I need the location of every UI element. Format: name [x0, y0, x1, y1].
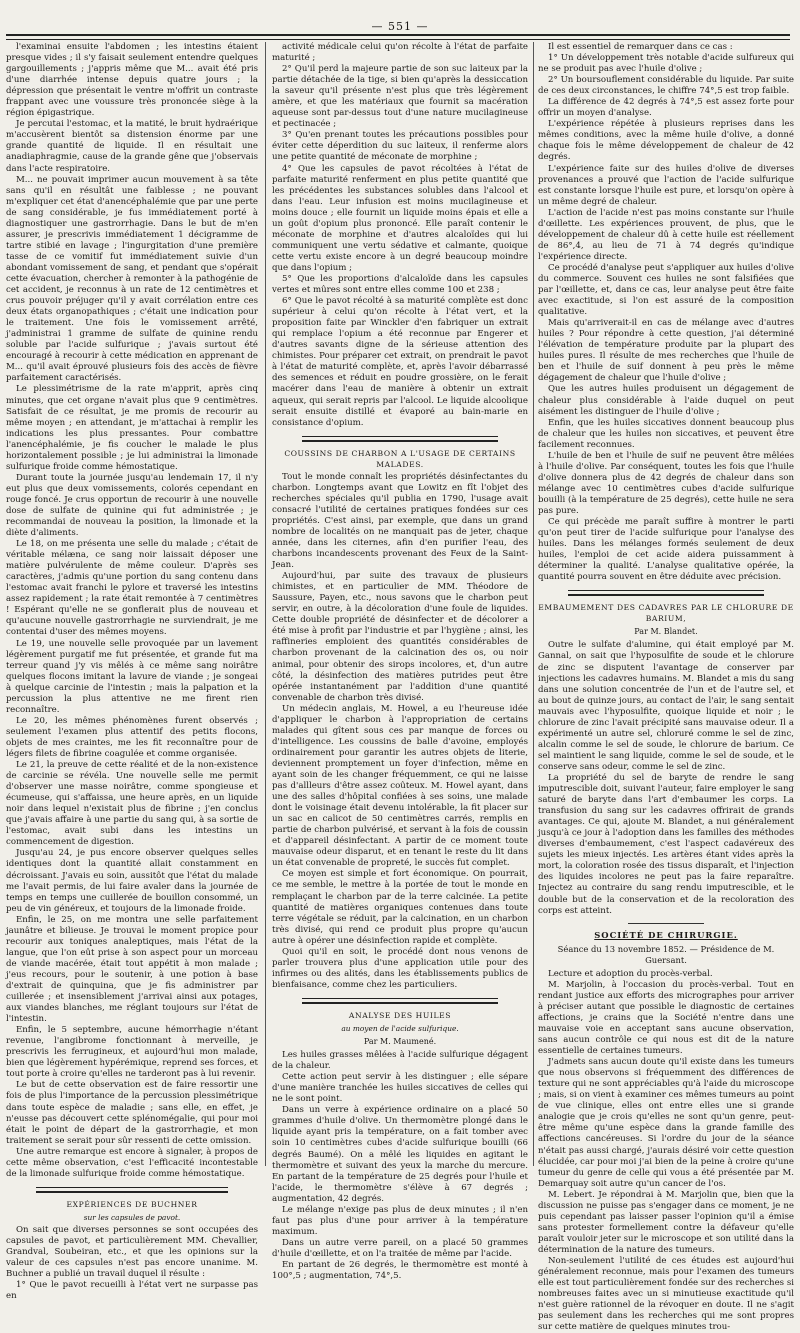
- paragraph: L'action de l'acide n'est pas moins constante sur l'huile d'œillette. Les expériences prouvent, de plus, que le développement de chaleur dû à cette huile est réellement de 86°,4, au lieu de 71 à 74 degrés qu'indique l'expérience directe.: [538, 207, 794, 262]
- column-left: [6, 42, 258, 1302]
- paragraph: Le 20, les mêmes phénomènes furent observés ; seulement l'examen plus attentif des petits flocons, objets de mes craintes, me les fit reconnaître pour de légers filets de fibrine coagulée et comme organisée.: [6, 715, 258, 759]
- society-title: SOCIÉTÉ DE CHIRURGIE.: [594, 929, 738, 940]
- paragraph: Les huiles grasses mêlées à l'acide sulfurique dégagent de la chaleur.: [272, 1050, 528, 1072]
- paragraph: l'examinai ensuite l'abdomen ; les intestins étaient presque vides ; il s'y faisait seulement entendre quelques gargouillements ; j'appris même que M... avait été pris d'une diarrhée intense depuis quatre jours ; la dépression que présentait le ventre m'offrit un contraste frappant avec une voussure très prononcée siège à la région épigastrique.: [6, 42, 258, 119]
- article-title-coussins: COUSSINS DE CHARBON A L'USAGE DE CERTAINS MALADES.: [284, 448, 516, 469]
- paragraph: Durant toute la journée jusqu'au lendemain 17, il n'y eut plus que deux vomissements, colorés cependant en rouge foncé. Je crus opportun de recourir à une nouvelle dose de sulfate de quinine qui fut administrée ; je recommandai de nouveau la position, la limonade et la diète d'aliments.: [6, 472, 258, 539]
- paragraph: L'expérience répétée à plusieurs reprises dans les mêmes conditions, avec la même huile d'olive, a donné chaque fois le même développement de chaleur de 42 degrés.: [538, 119, 794, 163]
- paragraph: Il est essentiel de remarquer dans ce cas :: [548, 42, 733, 52]
- paragraph: 4° Que les capsules de pavot récoltées à l'état de parfaite maturité renferment en plus petite quantité que les précédentes les substances solubles dans l'alcool et dans l'eau. Leur infusion est moins mucilagineuse et moins douce ; elle fournit un liquide moins épais et elle a un goût d'opium plus prononcé. Elle paraît contenir le méconate de morphine et d'autres alcaloïdes qui lui communiquent une vertu sédative et calmante, quoique cette vertu existe encore à un degré beaucoup moindre que dans l'opium ;: [272, 163, 528, 273]
- paragraph: M. Marjolin, à l'occasion du procès-verbal. Tout en rendant justice aux efforts des micrographes pour arriver à préciser autant que possible le diagnostic de certaines affections, je crains que la Société n'entre dans une mauvaise voie en acceptant sans aucune observation, sans aucun contrôle ce qui nous est dit de la nature essentielle de certaines tumeurs.: [538, 979, 794, 1057]
- paragraph: Le but de cette observation est de faire ressortir une fois de plus l'importance de la percussion plessimétrique dans toute espèce de maladie ; sans elle, en effet, je n'eusse pas découvert cette splénomégalie, qui pour moi était le point de départ de la gastrorrhagie, et mon traitement se serait pour sûr ressenti de cette omission.: [6, 1080, 258, 1146]
- paragraph: L'huile de ben et l'huile de suif ne peuvent être mêlées à l'huile d'olive. Par conséquent, toutes les fois que l'huile d'olive donnera plus de 42 degrés de chaleur dans son mélange avec 10 centimètres cubes d'acide sulfurique bouilli (à la température de 25 degrés), cette huile ne sera pas pure.: [538, 450, 794, 516]
- paragraph: Outre le sulfate d'alumine, qui était employé par M. Gannal, on sait que l'hyposulfite de soude et le chlorure de zinc se disputent l'avantage de conserver par injections les cadavres humains. M. Blandet a mis du sang dans une solution concentrée de l'un et de l'autre sel, et au bout de quinze jours, au contact de l'air, le sang sentait mauvais avec l'hyposulfite, quoique liquide et noir ; le chlorure de zinc l'avait précipité sans mauvaise odeur. Il a expérimenté un autre sel, chloruré comme le sel de zinc, alcalin comme le sel de soude, le chlorure de barium. Ce sel maintient le sang liquide, comme le sel de soude, et le conserve sans odeur, comme le sel de zinc.: [538, 640, 794, 772]
- paragraph: Je percutai l'estomac, et la matité, le bruit hydraérique m'accusèrent bientôt sa distension énorme par une grande quantité de liquide. Il en résultait une anadiaphragmie, cause de la grande gêne que j'observais dans l'acte respiratoire.: [6, 119, 258, 174]
- article-author-huiles: Par M. Maumené.: [363, 1037, 437, 1047]
- paragraph: Ce moyen est simple et fort économique. On pourrait, ce me semble, le mettre à la portée de tout le monde en remplaçant le charbon par de la terre calcinée. La petite quantité de matières organiques contenues dans toute terre végétale se réduit, par la calcination, en un charbon très divisé, qui rend ce produit plus propre qu'aucun autre à opérer une désinfection rapide et complète.: [272, 869, 528, 946]
- paragraph: M. Lebert. Je répondrai à M. Marjolin que, bien que la discussion ne puisse pas s'engager dans ce moment, je ne puis cependant pas laisser passer l'opinion qu'il a émise sans protester formellement contre la défaveur qu'elle paraît vouloir jeter sur le microscope et son utilité dans la détermination de la nature des tumeurs.: [538, 1189, 794, 1255]
- paragraph: Enfin, le 25, on me montra une selle parfaitement jaunâtre et bilieuse. Je trouvai le moment propice pour recourir aux toniques analeptiques, mais l'état de la langue, que l'on eût prise à son aspect pour un morceau de viande macérée, était tout appétit à mon malade ; j'eus recours, pour le soutenir, à une potion à base d'extrait de quinquina, que je fis administrer par cuillerée ; et insensiblement j'arrivai ainsi aux potages, aux viandes blanches, me réglant toujours sur l'état de l'intestin.: [6, 914, 258, 1025]
- session-line: Séance du 13 novembre 1852. — Présidence de M. Guersant.: [557, 943, 775, 965]
- article-title-embaumement: EMBAUMEMENT DES CADAVRES PAR LE CHLORURE DE BARIUM,: [538, 603, 794, 624]
- paragraph: M... ne pouvait imprimer aucun mouvement à sa tête sans qu'il en résultât une faiblesse ; ne pouvant m'expliquer cet état d'anencéphalémie que par une perte de sang considérable, je fus immédiatement porté à diagnostiquer une gastrorrhagie. Dans le but de m'en assurer, je prescrivis immédiatement 1 décigramme de tartre stibié en lavage ; l'ingurgitation d'une première tasse de ce vomitif fut immédiatement suivie d'un abondant vomissement de sang, et pendant que s'opérait cette évacuation, chercher à remonter à la pathogénie de cet accident, je reconnus à un rate de 12 centimètres et crus pouvoir préjuger qu'il y avait corrélation entre ces deux états organopathiques ; c'était une indication pour le traitement. Une fois le vomissement arrêté, j'administrai 1 gramme de sulfate de quinine rendu soluble par l'acide sulfurique ; j'avais surtout été encouragé à recourir à cette médication en apprenant de M... qu'il avait éprouvé plusieurs fois des accès de fièvre parfaitement caractérisés.: [6, 174, 258, 384]
- paragraph: J'admets sans aucun doute qu'il existe dans les tumeurs que nous observons si fréquemment des différences de texture qui ne sont appréciables qu'à l'aide du microscope ; mais, si on vient à examiner ces mêmes tumeurs au point de vue clinique, elles ont entre elles une si grande analogie que je crois qu'elles ne sont qu'un genre, peut-être même qu'une espèce dans la grande famille des affections cancéreuses. Si l'ordre du jour de la séance n'était pas aussi chargé, j'aurais désiré voir cette question élucidée, car pour moi j'ai bien de la peine à croire qu'une tumeur du genre de celle qui vous a été présentée par M. Demarquay soit autre qu'un cancer de l'os.: [538, 1057, 794, 1189]
- paragraph: Enfin, que les huiles siccatives donnent beaucoup plus de chaleur que les huiles non siccatives, et peuvent être facilement reconnues.: [538, 417, 794, 450]
- paragraph: Jusqu'au 24, je pus encore observer quelques selles identiques dont la quantité allait constamment en décroissant. J'avais eu soin, aussitôt que l'état du malade me l'avait permis, de lui faire avaler dans la journée de temps en temps une cuillerée de bouillon consommé, un peu de vin généreux, et toujours de la limonade froide.: [6, 848, 258, 914]
- article-author-embaumement: Par M. Blandet.: [634, 627, 698, 637]
- paragraph: La différence de 42 degrés à 74°,5 est assez forte pour offrir un moyen d'analyse.: [538, 97, 794, 119]
- paragraph: Le mélange n'exige pas plus de deux minutes ; il n'en faut pas plus d'une pour arriver à la température maximum.: [272, 1204, 528, 1237]
- paragraph: Le plessimétrisme de la rate m'apprit, après cinq minutes, que cet organe n'avait plus que 9 centimètres. Satisfait de ce résultat, je me promis de recourir au même moyen ; en attendant, je m'attachai à remplir les indications les plus pressantes. Pour combattre l'anencéphalémie, je fis coucher le malade le plus horizontalement possible ; je lui administrai la limonade sulfurique froide comme hémostatique.: [6, 384, 258, 472]
- paragraph: 5° Que les proportions d'alcaloïde dans les capsules vertes et mûres sont entre elles comme 100 et 238 ;: [272, 273, 528, 296]
- section-rule: [568, 590, 764, 596]
- paragraph: Mais qu'arriverait-il en cas de mélange avec d'autres huiles ? Pour répondre à cette question, j'ai déterminé l'élévation de température produite par la plupart des huiles pures. Il résulte de mes recherches que l'huile de ben et l'huile de suif donnent à peu près le même dégagement de chaleur que l'huile d'olive ;: [538, 318, 794, 384]
- paragraph: L'expérience faite sur des huiles d'olive de diverses provenances a prouvé que l'action de l'acide sulfurique est constante lorsque l'huile est pure, et lorsqu'on opère à un même degré de chaleur.: [538, 163, 794, 207]
- section-rule: [302, 436, 498, 442]
- paragraph: 1° Un développement très notable d'acide sulfureux qui ne se produit pas avec l'huile d'olive ;: [538, 53, 794, 75]
- paragraph: Le 19, une nouvelle selle provoquée par un lavement légèrement purgatif me fut présentée, et grande fut ma terreur quand j'y vis mêlés à ce même sang noirâtre quelques flocons imitant la lavure de viande ; je songeai à quelque carcinie de l'intestin ; mais la palpation et la percussion la plus attentive ne me firent rien reconnaître.: [6, 638, 258, 715]
- paragraph: Un médecin anglais, M. Howel, a eu l'heureuse idée d'appliquer le charbon à l'appropriation de certains malades qui gîtent sous ces par manque de forces ou d'intelligence. Les coussins de balle d'avoine, employés ordinairement pour garantir les autres objets de literie, deviennent promptement un foyer d'infection, même en ayant soin de les changer fréquemment, ce qui ne laisse pas d'allleurs d'être assez coûteux. M. Howel ayant, dans une des salles d'hôpital confiées à ses soins, une malade dont le voisinage était devenu intolérable, la fit placer sur un sac en calicot de 50 centimètres carrés, remplis en partie de charbon pulvérisé, et servant à la fois de coussin et d'appareil désinfectant. A partir de ce moment toute mauvaise odeur disparut, et en tenant le reste du lit dans un état convenable de propreté, le succès fut complet.: [272, 703, 528, 869]
- paragraph: Tout le monde connaît les propriétés désinfectantes du charbon. Longtemps avant que Lowitz en fît l'objet des recherches spéciales qu'il publia en 1790, l'usage avait consacré l'utilité de certaines pratiques fondées sur ces propriétés. C'est ainsi, par exemple, que dans un grand nombre de localités on ne manquait pas de jeter, chaque année, dans les citernes, afin d'en purifier l'eau, des charbons incandescents provenant des Feux de la Saint-Jean.: [272, 471, 528, 571]
- section-rule: [302, 998, 498, 1004]
- paragraph: 1° Que le pavot recueilli à l'état vert ne surpasse pas en: [6, 1280, 258, 1302]
- paragraph: Enfin, le 5 septembre, aucune hémorrhagie n'étant revenue, l'angibrome fonctionnant à merveille, je prescrivis les ferrugineux, et aujourd'hui mon malade, bien que légèrement hypérémique, reprend ses forces, et tout porte à croire qu'elles ne tarderont pas à lui revenir.: [6, 1025, 258, 1080]
- paragraph: 2° Un boursouflement considérable du liquide. Par suite de ces deux circonstances, le chiffre 74°,5 est trop faible.: [538, 75, 794, 97]
- article-subtitle-huiles: au moyen de l'acide sulfurique.: [341, 1023, 459, 1033]
- paragraph: Ce qui précède me paraît suffire à montrer le parti qu'on peut tirer de l'acide sulfurique pour l'analyse des huiles. Dans les mélanges formés seulement de deux huiles, l'emploi de cet acide aidera puissamment à déterminer la qualité. L'analyse qualitative opérée, la quantité pourra souvent en être déduite avec précision.: [538, 517, 794, 583]
- paragraph: Cette action peut servir à les distinguer ; elle sépare d'une manière tranchée les huiles siccatives de celles qui ne le sont point.: [272, 1072, 528, 1105]
- column-divider: [265, 42, 266, 1166]
- paragraph: Ce procédé d'analyse peut s'appliquer aux huiles d'olive du commerce. Souvent ces huiles ne sont falsifiées que par l'œillette, et, dans ce cas, leur analyse peut être faite avec exactitude, si l'on est assuré de la composition qualitative.: [538, 262, 794, 318]
- article-title-buchner: EXPÉRIENCES DE BUCHNER: [66, 1199, 198, 1209]
- paragraph: Le 18, on me présenta une selle du malade ; c'était de véritable mélæna, ce sang noir laissait déposer une matière pulvérulente de même couleur. D'après ses caractères, j'admis qu'une portion du sang contenu dans l'estomac avait franchi le pylore et traversé les intestins assez rapidement ; la rate était remontée à 7 centimètres ! Espérant qu'elle ne se gonflerait plus de nouveau et qu'aucune nouvelle gastrorrhagie ne surviendrait, je me contentai d'user des mêmes moyens.: [6, 539, 258, 638]
- paragraph: 2° Qu'il perd la majeure partie de son suc laiteux par la partie détachée de la tige, si bien qu'après la dessiccation la saveur qu'il présente n'est plus que très légèrement amère, et que les matériaux que fournit sa macération aqueuse sont par-dessus tout d'une nature mucilagineuse et pectinacée ;: [272, 64, 528, 130]
- paragraph: Le 21, la preuve de cette réalité et de la non-existence de carcinie se révéla. Une nouvelle selle me permit d'observer une masse noirâtre, comme spongieuse et écumeuse, qui s'affaissa, une heure après, en un liquide noir dans lequel n'existait plus de fibrine ; j'en conclus que j'avais affaire à une partie du sang qui, à sa sortie de l'estomac, avait subi dans les intestins un commencement de digestion.: [6, 760, 258, 848]
- paragraph: activité médicale celui qu'on récolte à l'état de parfaite maturité ;: [272, 42, 528, 64]
- page-number: — 551 —: [371, 20, 429, 33]
- column-right: [538, 42, 794, 1333]
- section-rule: [628, 923, 704, 924]
- paragraph: En partant de 26 degrés, le thermomètre est monté à 100°,5 ; augmentation, 74°,5.: [272, 1259, 528, 1282]
- column-divider: [533, 42, 534, 1166]
- paragraph: Une autre remarque est encore à signaler, à propos de cette même observation, c'est l'efficacité incontestable de la limonade sulfurique froide comme hémostatique.: [6, 1146, 258, 1179]
- column-middle: [272, 42, 528, 1282]
- section-rule: [36, 1187, 228, 1193]
- paragraph: La propriété du sel de baryte de rendre le sang imputrescible doit, suivant l'auteur, faire employer le sang saturé de baryte dans l'art d'embaumer les corps. La transfusion du sang sur les cadavres offrirait de grands avantages. Ce qui, ajoute M. Blandet, a nui généralement jusqu'à ce jour à l'adoption dans les familles des méthodes diverses d'embaumement, c'est l'aspect cadavéreux des sujets les mieux injectés. Les artères étant vides après la mort, la coloration rosée des tissus disparaît, et l'injection des liquides incolores ne peut pas la faire reparaître. Injectez au contraire du sang rendu imputrescible, et le double but de la conservation et de la recoloration des corps est atteint.: [538, 773, 794, 916]
- article-title-huiles: ANALYSE DES HUILES: [348, 1010, 452, 1020]
- paragraph: 6° Que le pavot récolté à sa maturité complète est donc supérieur à celui qu'on récolte à l'état vert, et la proposition faite par Winckler d'en fabriquer un extrait qui remplace l'opium a été reconnue par Engerer et d'autres savants digne de la sérieuse attention des chimistes. Pour préparer cet extrait, on prendrait le pavot à l'état de maturité complète, et, après l'avoir débarrassé des semences et réduit en poudre grossière, on le ferait macérer dans l'eau de manière à obtenir un extrait aqueux, qui serait repris par l'alcool. Le liquide alcoolique serait ensuite distillé et évaporé au bain-marie en consistance d'opium.: [272, 296, 528, 428]
- paragraph: Dans un autre verre pareil, on a placé 50 grammes d'huile d'œillette, et on l'a traitée de même par l'acide.: [272, 1237, 528, 1259]
- paragraph: Lecture et adoption du procès-verbal.: [548, 968, 713, 979]
- article-subtitle-buchner: sur les capsules de pavot.: [83, 1212, 181, 1222]
- header-rule: [6, 34, 790, 40]
- paragraph: Non-seulement l'utilité de ces études est aujourd'hui généralement reconnue, mais pour l'examen des tumeurs elle est tout particulièrement fondée sur des recherches si nombreuses faites avec un si minutieuse exactitude qu'il n'est guère rationnel de la révoquer en doute. Il ne s'agit pas seulement dans les recherches qui me sont propres sur cette matière de quelques minutes trou-: [538, 1255, 794, 1333]
- paragraph: Aujourd'hui, par suite des travaux de plusieurs chimistes, et en particulier de MM. Théodore de Saussure, Payen, etc., nous savons que le charbon peut servir, en outre, à la décoloration d'une foule de liquides. Cette double propriété de désinfecter et de décolorer a été mise à profit par l'industrie et par l'hygiène ; ainsi, les raffineries emploient des quantités considérables de charbon provenant de la calcination des os, ou noir animal, pour obtenir des sirops incolores, et, d'un autre côté, la désinfection des matières putrides peut être opérée instantanément par l'addition d'une quantité convenable de charbon très divisé.: [272, 571, 528, 703]
- paragraph: 3° Qu'en prenant toutes les précautions possibles pour éviter cette déperdition du suc laiteux, il renferme alors une petite quantité de méconate de morphine ;: [272, 130, 528, 163]
- paragraph: On sait que diverses personnes se sont occupées des capsules de pavot, et particulièrement MM. Chevallier, Grandval, Soubeiran, etc., et que les opinions sur la valeur de ces capsules n'est pas encore unanime. M. Buchner a publié un travail duquel il résulte :: [6, 1224, 258, 1280]
- paragraph: Dans un verre à expérience ordinaire on a placé 50 grammes d'huile d'olive. Un thermomètre plongé dans le liquide ayant pris la température, on a fait tomber avec soin 10 centimètres cubes d'acide sulfurique bouilli (66 degrés Baumé). On a mêlé les liquides en agitant le thermomètre et suivant des yeux la marche du mercure. En partant de la température de 25 degrés pour l'huile et l'acide, le thermomètre s'élève à 67 degrés ; augmentation, 42 degrés.: [272, 1105, 528, 1204]
- paragraph: Que les autres huiles produisent un dégagement de chaleur plus considérable à l'aide duquel on peut aisément les distinguer de l'huile d'olive ;: [538, 384, 794, 417]
- paragraph: Quoi qu'il en soit, le procédé dont nous venons de parler trouvera plus d'une application utile pour des infirmes ou des alités, dans les établissements publics de bienfaisance, comme chez les particuliers.: [272, 946, 528, 990]
